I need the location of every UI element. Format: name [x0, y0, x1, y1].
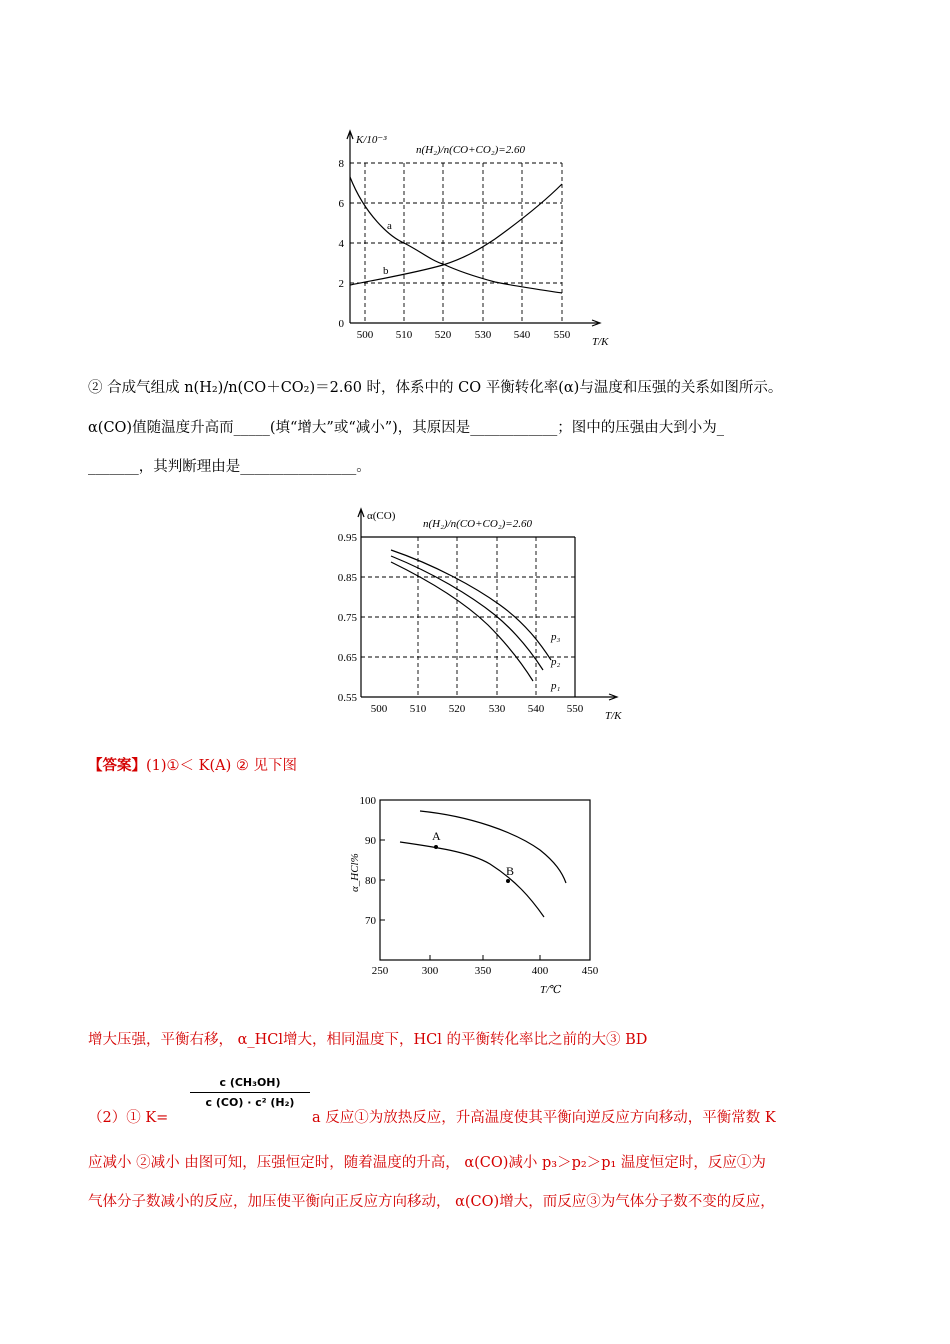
- chart3-xtick: 300: [421, 965, 439, 977]
- chart2-label-p1: p₁: [551, 680, 561, 692]
- question-line-3: _______，其判断理由是________________。: [88, 459, 371, 475]
- chart2-xlabel: T/K: [605, 710, 622, 722]
- answer-line: [88, 756, 297, 776]
- point-b: [506, 879, 510, 883]
- chart3-ytick: 80: [365, 875, 376, 887]
- answer-line-1: 增大压强，平衡右移， α_HCl增大，相同温度下，HCl 的平衡转化率比之前的大③ BD: [88, 1032, 648, 1048]
- chart1-xticks: [357, 329, 571, 341]
- curve-p1: [391, 562, 533, 681]
- chart2-xticks: [371, 703, 584, 715]
- chart1-xtick: 540: [513, 329, 531, 341]
- alpha-hcl-vs-temperature-chart: [330, 792, 620, 1002]
- equilibrium-fraction: [190, 1076, 310, 1109]
- answer-tag: 【答案】: [88, 757, 146, 774]
- chart3-yticks: [360, 795, 377, 927]
- chart3-xtick: 250: [371, 965, 389, 977]
- chart1-ylabel: K/10⁻³: [356, 134, 387, 146]
- chart1-ytick: 4: [338, 238, 344, 250]
- point-a: [434, 845, 438, 849]
- chart2-annotation: n(H₂)/n(CO+CO₂)=2.60: [423, 518, 532, 530]
- chart3-upper-curve: [420, 811, 566, 883]
- chart1-xtick: 530: [474, 329, 492, 341]
- chart3-ticks: [380, 840, 540, 960]
- point-a-label: A: [432, 829, 441, 843]
- chart1-grid: [350, 163, 562, 323]
- chart3-xtick: 400: [531, 965, 549, 977]
- chart1-yticks: [339, 158, 345, 330]
- chart1-xlabel: T/K: [592, 336, 609, 348]
- answer-line-3: 应减小 ②减小 由图可知，压强恒定时，随着温度的升高， α(CO)减小 p₃＞p₂＞p₁ 温度恒定时，反应①为: [88, 1155, 766, 1171]
- chart2-ytick: 0.95: [337, 532, 357, 544]
- chart2-xtick: 530: [488, 703, 506, 715]
- chart3-xlabel: T/℃: [540, 984, 562, 996]
- alpha-co-vs-temperature-chart: [325, 503, 635, 725]
- answer-line-2: a 反应①为放热反应，升高温度使其平衡向逆反应方向移动，平衡常数 K: [312, 1110, 776, 1126]
- chart2-label-p3: p₃: [551, 631, 561, 643]
- chart2-xtick: 510: [409, 703, 427, 715]
- chart2-yticks: [338, 532, 358, 704]
- chart2-xtick: 550: [566, 703, 584, 715]
- chart1-annotation: n(H₂)/n(CO+CO₂)=2.60: [416, 144, 525, 156]
- curve-a: [350, 177, 562, 293]
- answer-line-4: 气体分子数减小的反应，加压使平衡向正反应方向移动， α(CO)增大，而反应③为气体分子数不变的反应，: [88, 1194, 775, 1210]
- chart2-ylabel: α(CO): [367, 510, 396, 522]
- chart1-ytick: 2: [338, 278, 344, 290]
- chart2-xtick: 520: [448, 703, 466, 715]
- chart3-ytick: 90: [365, 835, 376, 847]
- chart1-xtick: 520: [434, 329, 452, 341]
- answer-text: (1)①＜ K(A) ② 见下图: [146, 758, 297, 774]
- chart2-ytick: 0.85: [337, 572, 357, 584]
- chart1-ytick: 8: [338, 158, 344, 170]
- chart1-label-b: b: [383, 265, 389, 277]
- k-vs-temperature-chart: [320, 125, 620, 350]
- chart2-xtick: 540: [527, 703, 545, 715]
- chart3-ytick: 100: [359, 795, 376, 807]
- chart3-ylabel: α_HCl%: [349, 853, 361, 892]
- chart3-xtick: 350: [474, 965, 492, 977]
- answer-line-2-prefix: （2）① K=: [88, 1110, 169, 1126]
- chart2-xtick: 500: [370, 703, 388, 715]
- fraction-numerator: c (CH₃OH): [219, 1076, 281, 1089]
- chart2-axes: [358, 509, 617, 700]
- question-line-1: ② 合成气组成 n(H₂)/n(CO＋CO₂)＝2.60 时，体系中的 CO 平衡转化率(α)与温度和压强的关系如图所示。: [88, 380, 783, 396]
- chart1-xtick: 550: [553, 329, 571, 341]
- chart3-xticks: [372, 965, 599, 977]
- fraction-bar: [190, 1092, 310, 1093]
- chart2-ytick: 0.55: [337, 692, 357, 704]
- chart2-ytick: 0.65: [337, 652, 357, 664]
- chart1-ytick: 6: [338, 198, 344, 210]
- chart3-ytick: 70: [365, 915, 376, 927]
- chart2-ytick: 0.75: [337, 612, 357, 624]
- chart2-grid: [361, 537, 575, 697]
- chart3-xtick: 450: [581, 965, 599, 977]
- point-b-label: B: [506, 864, 515, 878]
- chart1-label-a: a: [387, 220, 392, 232]
- chart1-xtick: 500: [356, 329, 374, 341]
- chart3-lower-curve: [400, 842, 544, 917]
- question-line-2: α(CO)值随温度升高而_____(填“增大”或“减小”)，其原因是____________；图中的压强由大到小为_: [88, 420, 725, 436]
- chart2-label-p2: p₂: [551, 656, 561, 668]
- fraction-denominator: c (CO) · c² (H₂): [205, 1096, 295, 1109]
- chart1-xtick: 510: [395, 329, 413, 341]
- chart1-ytick: 0: [338, 318, 344, 330]
